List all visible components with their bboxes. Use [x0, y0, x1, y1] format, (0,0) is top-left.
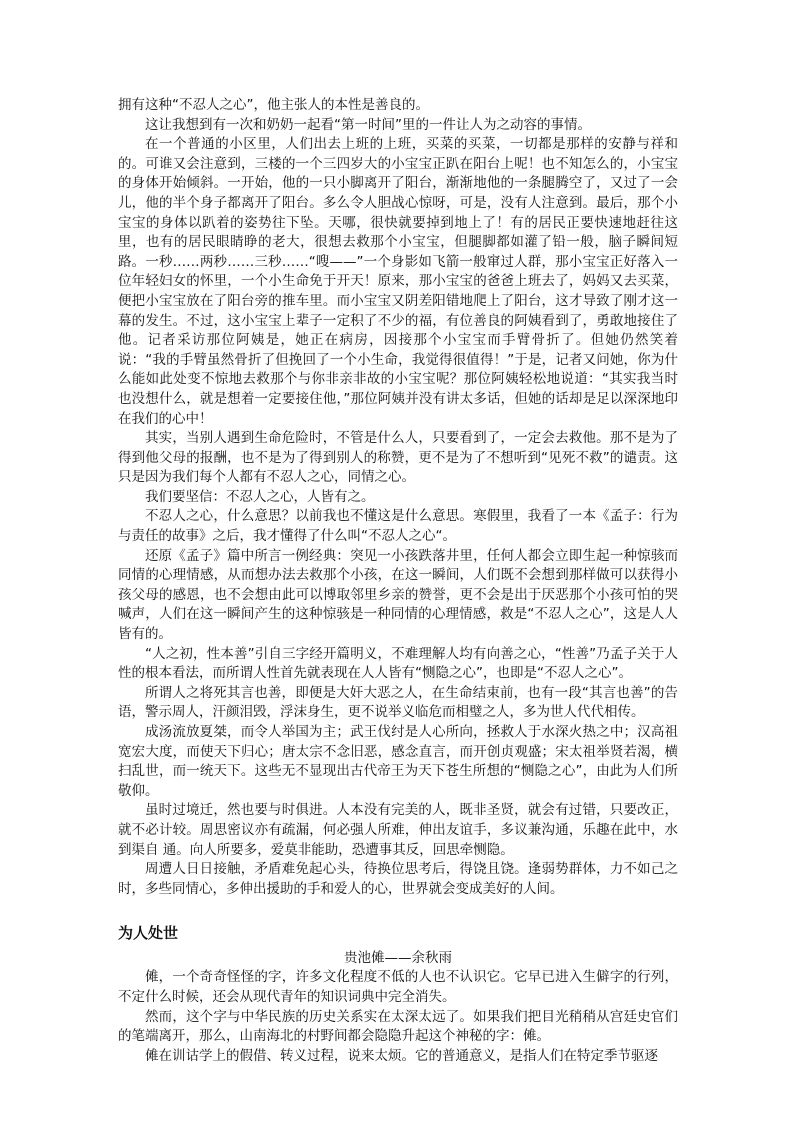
paragraph: 这让我想到有一次和奶奶一起看“第一时间”里的一件让人为之动容的事情。: [145, 116, 591, 133]
essay-body: [118, 96, 678, 899]
paragraph: 所谓人之将死其言也善，即便是大奸大恶之人，在生命结束前，也有一段“其言也善”的告语，警示周人，汗颜泪毁，浮沫身生，更不说举义临危而相璧之人，多为世人代代相传。: [118, 684, 678, 721]
paragraph: 傩，一个奇奇怪怪的字，许多文化程度不低的人也不认识它。它早已进入生僻字的行列，不定什么时候，还会从现代青年的知识词典中完全消失。: [118, 969, 678, 1005]
paragraph: 拥有这种“不忍人之心”，他主张人的本性是善良的。: [118, 97, 429, 113]
paragraph: “人之初，性本善”引自三字经开篇明义，不难理解人均有向善之心，“性善”乃孟子关于人性的根本看法，而所谓人性首先就表现在人人皆有“恻隐之心”，也即是“不忍人之心”。: [118, 645, 678, 682]
paragraph: 虽时过境迁，然也要与时俱进。人本没有完美的人，既非圣贤，就会有过错，只要改正，就不必计较。周思密议亦有疏漏，何必强人所难，伸出友谊手，多议兼沟通，乐趣在此中，水到渠自 通。向人所要多，爱莫非能助，恐遭事其反，回思牵恻隐。: [118, 802, 678, 858]
paragraph: 傩在训诂学上的假借、转义过程，说来太烦。它的普通意义，是指人们在特定季节驱逐: [145, 1047, 658, 1064]
section-title: 为人处世: [118, 924, 179, 943]
section-body: [118, 968, 678, 1066]
paragraph: 不忍人之心，什么意思？以前我也不懂这是什么意思。寒假里，我看了一本《孟子：行为与责任的故事》之后，我才懂得了什么叫“不忍人之心“。: [118, 508, 678, 545]
paragraph: 我们要坚信：不忍人之心，人皆有之。: [145, 488, 375, 505]
paragraph: 还原《孟子》篇中所言一例经典：突见一小孩跌落井里，任何人都会立即生起一种惊骇而同情的心理情感，从而想办法去救那个小孩，在这一瞬间，人们既不会想到那样做可以获得小孩父母的感恩，也不会想由此可以博取邻里乡亲的赞誉，更不会是出于厌恶那个小孩可怕的哭喊声，人们在这一瞬间产生的这种惊骇是一种同情的心理情感，救是“不忍人之心”，这是人人皆有的。: [118, 547, 678, 643]
document-body: [118, 96, 678, 1066]
section-gap: [118, 899, 678, 923]
paragraph: 其实，当别人遇到生命危险时，不管是什么人，只要看到了，一定会去救他。那不是为了得到他父母的报酬，也不是为了得到别人的称赞，更不是为了不想听到“见死不救”的谴责。这只是因为我们每个人都有不忍人之心，同情之心。: [118, 430, 678, 486]
paragraph: 周遭人日日接触，矛盾难免起心头，待换位思考后，得饶且饶。逢弱势群体，力不如己之时，多些同情心，多伸出援助的手和爱人的心，世界就会变成美好的人间。: [118, 861, 678, 897]
paragraph: 在一个普通的小区里，人们出去上班的上班，买菜的买菜，一切都是那样的安静与祥和的。可谁又会注意到，三楼的一个三四岁大的小宝宝正趴在阳台上呢！也不知怎么的，小宝宝的身体开始倾斜。一开始，他的一只小脚离开了阳台，渐渐地他的一条腿腾空了，又过了一会儿，他的半个身子都离开了阳台。多么令人胆战心惊呀，可是，没有人注意到。最后，那个小宝宝的身体以趴着的姿势往下坠。天哪，很快就要掉到地上了！有的居民正要快速地赶往这里，也有的居民眼睛睁的老大，很想去救那个小宝宝，但腿脚都如灌了铅一般，脑子瞬间短路。一秒……两秒……三秒……“嗖——”一个身影如飞箭一般窜过人群，那小宝宝正好落入一位年轻妇女的怀里，一个小生命免于开天！原来，那小宝宝的爸爸上班去了，妈妈又去买菜，便把小宝宝放在了阳台旁的推车里。而小宝宝又阴差阳错地爬上了阳台，这才导致了刚才这一幕的发生。不过，这小宝宝上辈子一定积了不少的福，有位善良的阿姨看到了，勇敢地接住了他。记者采访那位阿姨是，她正在病房，因接那个小宝宝而手臂骨折了。但她仍然笑着说：“我的手臂虽然骨折了但挽回了一个小生命，我觉得很值得！”于是，记者又问她，你为什么能如此处变不惊地去救那个与你非亲非故的小宝宝呢？那位阿姨轻松地说道：“其实我当时也没想什么，就是想着一定要接住他，”那位阿姨并没有讲太多话，但她的话却是足以深深地印在我们的心中！: [118, 136, 678, 427]
article-title: 贵池傩——余秋雨: [344, 950, 452, 967]
paragraph: 成汤流放夏桀，而令人举国为主；武王伐纣是人心所向，拯救人于水深火热之中；汉高祖宽宏大度，而使天下归心；唐太宗不念旧恶，感念直言，而开创贞观盛；宋太祖举贤若渴，横扫乱世，而一统天下。这些无不显现出古代帝王为天下苍生所想的“恻隐之心”，由此为人们所敬仰。: [118, 724, 678, 799]
paragraph: 然而，这个字与中华民族的历史关系实在太深太远了。如果我们把目光稍稍从宫廷史官们的笔端离开，那么，山南海北的村野间都会隐隐升起这个神秘的字：傩。: [118, 1008, 678, 1045]
